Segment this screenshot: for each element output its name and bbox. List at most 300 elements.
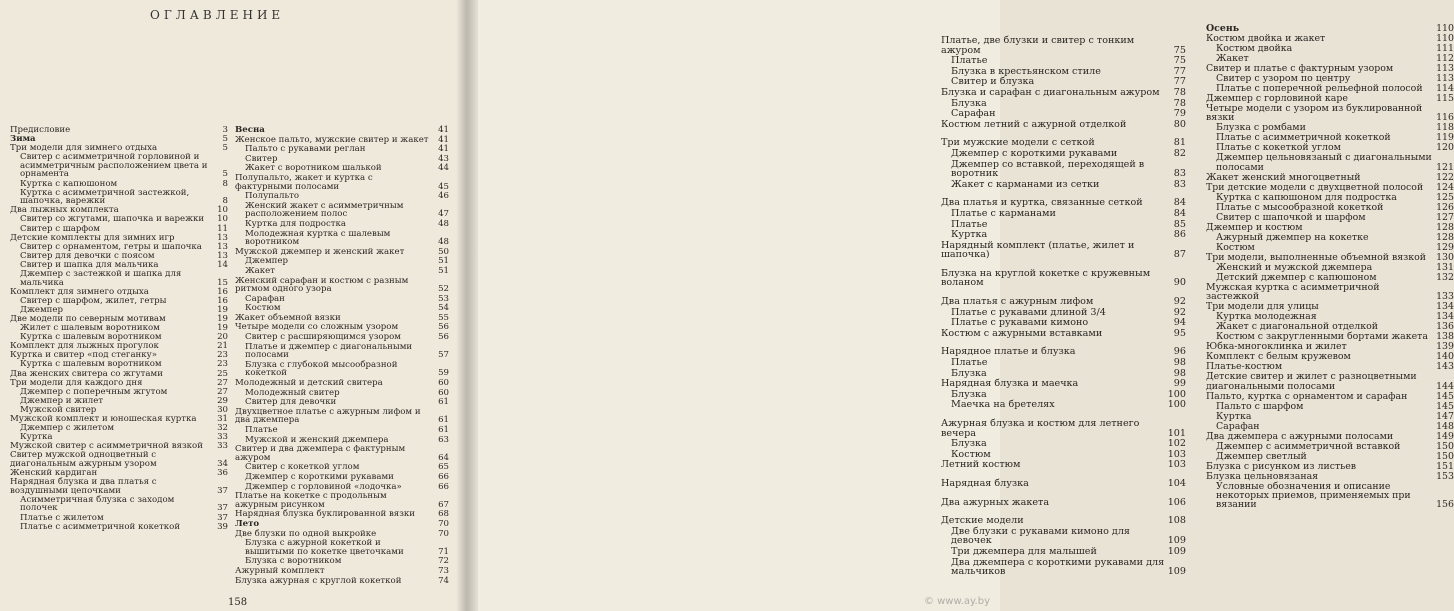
toc-entry	[941, 77, 1186, 87]
toc-entry-page: 5	[222, 134, 228, 145]
toc-column-right-1	[941, 36, 1186, 578]
toc-entry-page: 132	[1436, 271, 1454, 283]
toc-entry-page: 41	[438, 144, 449, 155]
toc-entry-title: Платье, две блузки и свитер с тонким ажуром	[941, 35, 1135, 56]
toc-entry	[1206, 193, 1454, 202]
toc-entry-title: Пальто с шарфом	[1216, 400, 1304, 412]
toc-entry	[235, 277, 449, 294]
toc-entry-title: Платье	[245, 425, 278, 435]
toc-entry-title: Женский кардиган	[10, 468, 98, 479]
toc-entry-page: 25	[217, 368, 228, 379]
toc-entry-title: Три модели для улицы	[1206, 301, 1319, 313]
toc-entry-page: 13	[217, 241, 228, 252]
toc-entry	[10, 360, 228, 369]
toc-entry-page: 29	[217, 395, 228, 406]
toc-entry-page: 148	[1436, 420, 1454, 432]
toc-entry-page: 140	[1436, 351, 1454, 363]
toc-entry	[941, 450, 1186, 460]
toc-entry-title: Детский джемпер с капюшоном	[1216, 271, 1377, 283]
toc-entry-title: Предисловие	[10, 125, 71, 135]
toc-entry	[235, 248, 449, 257]
toc-entry	[235, 257, 449, 266]
toc-entry	[1206, 203, 1454, 212]
toc-entry-title: Два джемпера с короткими рукавами для мальчиков	[951, 556, 1165, 578]
toc-entry-page: 96	[1173, 346, 1186, 358]
toc-entry-title: Два джемпера с ажурными полосами	[1206, 430, 1394, 442]
toc-column-left-2	[235, 126, 449, 586]
toc-entry-page: 114	[1436, 83, 1454, 94]
toc-entry	[941, 138, 1186, 148]
toc-entry-page: 92	[1173, 296, 1186, 308]
toc-entry-page: 8	[222, 196, 228, 207]
toc-entry-title: Два платья с ажурным лифом	[941, 296, 1094, 308]
toc-entry-page: 147	[1436, 410, 1454, 422]
toc-entry-title: Три детские модели с двухцветной полосой	[1206, 181, 1424, 193]
toc-entry-title: Сарафан	[245, 293, 285, 304]
toc-entry-title: Блузка с ромбами	[1216, 122, 1306, 134]
toc-entry-page: 50	[438, 246, 449, 257]
toc-entry-title: Нарядная блузка буклированной вязки	[235, 509, 415, 520]
toc-entry-page: 30	[217, 404, 228, 415]
toc-entry-title: Свитер с узором по центру	[1216, 73, 1351, 84]
toc-entry-page: 86	[1173, 229, 1186, 241]
toc-entry-page: 61	[438, 397, 449, 408]
toc-entry-page: 10	[217, 205, 228, 216]
toc-entry-title: Жакет с карманами из сетки	[951, 178, 1100, 190]
toc-entry	[235, 492, 449, 509]
toc-entry	[235, 389, 449, 398]
toc-entry-page: 71	[438, 546, 449, 557]
toc-entry-title: Блузка и сарафан с диагональным ажуром	[941, 86, 1160, 98]
toc-entry	[235, 398, 449, 407]
toc-entry	[941, 419, 1186, 438]
toc-entry-page: 112	[1436, 53, 1454, 64]
toc-entry-title: Осень	[1206, 23, 1240, 34]
toc-entry-page: 94	[1173, 317, 1186, 329]
toc-entry	[235, 202, 449, 219]
toc-entry-title: Детские свитер и жилет с разноцветными диагональными полосами	[1206, 371, 1417, 392]
right-page	[466, 0, 1454, 611]
toc-entry-page: 21	[217, 341, 228, 352]
toc-entry	[1206, 422, 1454, 431]
toc-entry-title: Три модели для зимнего отдыха	[10, 143, 158, 154]
toc-entry-page: 127	[1436, 211, 1454, 223]
toc-entry	[941, 120, 1186, 130]
toc-entry-title: Мужская куртка с асимметричной застежкой	[1206, 281, 1380, 303]
toc-entry	[1206, 342, 1454, 351]
toc-entry-title: Жакет объемной вязки	[235, 312, 341, 323]
toc-entry-title: Четыре модели с узором из буклированной вязки	[1206, 103, 1423, 124]
toc-entry-title: Куртка	[20, 432, 53, 443]
toc-entry-title: Свитер и два джемпера с фактурным ажуром	[235, 444, 406, 463]
toc-entry-page: 36	[217, 468, 228, 479]
toc-entry	[1206, 183, 1454, 192]
toc-entry	[1206, 253, 1454, 262]
toc-entry-page: 124	[1436, 181, 1454, 193]
toc-entry-page: 37	[217, 485, 228, 496]
toc-entry-page: 61	[438, 425, 449, 435]
toc-entry-page: 33	[217, 432, 228, 443]
toc-entry-page: 129	[1436, 241, 1454, 253]
toc-entry-page: 118	[1436, 122, 1454, 134]
toc-entry	[941, 220, 1186, 230]
toc-entry-title: Платье	[951, 357, 988, 369]
toc-entry-page: 138	[1436, 331, 1454, 343]
toc-entry-page: 39	[217, 521, 228, 532]
toc-entry-page: 75	[1173, 44, 1186, 56]
toc-entry-title: Куртка с капюшоном	[20, 178, 118, 189]
toc-entry-title: Платье с кокеткой углом	[1216, 142, 1341, 154]
toc-entry	[10, 451, 228, 468]
toc-entry	[941, 88, 1186, 98]
toc-entry-page: 68	[438, 509, 449, 520]
toc-entry	[235, 530, 449, 539]
toc-entry	[1206, 44, 1454, 53]
toc-entry	[235, 304, 449, 313]
toc-entry-title: Костюм с закругленными бортами жакета	[1216, 331, 1428, 343]
toc-entry-title: Костюм с ажурными вставками	[941, 327, 1103, 339]
toc-entry-page: 145	[1436, 400, 1454, 412]
toc-entry-page: 70	[438, 528, 449, 539]
watermark: © www.ay.by	[923, 596, 990, 607]
toc-entry	[941, 160, 1186, 179]
toc-entry-title: Нарядное платье и блузка	[941, 346, 1076, 358]
toc-entry-page: 56	[438, 332, 449, 343]
toc-entry-page: 111	[1436, 43, 1454, 54]
toc-entry-page: 48	[438, 218, 449, 229]
toc-entry-title: Свитер	[245, 153, 278, 164]
toc-entry-page: 72	[438, 556, 449, 567]
toc-entry-page: 43	[438, 153, 449, 164]
toc-entry-title: Блузка с ажурной кокеткой и вышитыми по кокетке цветочками	[245, 538, 404, 557]
toc-entry-title: Платье с поперечной рельефной полосой	[1216, 83, 1423, 94]
toc-entry	[235, 323, 449, 332]
toc-entry-title: Лето	[235, 518, 260, 529]
toc-entry-title: Платье и джемпер с диагональными полосами	[245, 341, 413, 361]
toc-entry-title: Свитер с шарфом	[20, 223, 100, 234]
toc-entry-title: Джемпер с горловиной «лодочка»	[245, 481, 402, 492]
toc-entry-page: 19	[217, 313, 228, 324]
toc-entry-title: Свитер со жгутами, шапочка и варежки	[20, 214, 205, 225]
toc-entry	[235, 557, 449, 566]
toc-entry-title: Куртка молодежная	[1216, 311, 1317, 323]
toc-entry-title: Куртка с асимметричной застежкой, шапочка, варежки	[20, 187, 190, 207]
toc-entry	[1206, 482, 1454, 510]
toc-entry	[1206, 372, 1454, 391]
toc-entry	[941, 99, 1186, 109]
toc-entry-title: Куртка	[1216, 410, 1252, 422]
toc-entry	[941, 516, 1186, 526]
toc-entry	[1206, 94, 1454, 103]
toc-entry-page: 84	[1173, 197, 1186, 209]
toc-entry-page: 5	[222, 143, 228, 154]
toc-entry	[10, 523, 228, 532]
toc-entry	[235, 174, 449, 191]
toc-entry	[1206, 84, 1454, 93]
toc-entry-title: Полупальто, жакет и куртка с фактурными полосами	[235, 172, 373, 192]
toc-entry	[941, 547, 1186, 557]
toc-entry	[10, 478, 228, 495]
toc-entry	[1206, 312, 1454, 321]
toc-entry-title: Детские модели	[941, 515, 1024, 527]
toc-entry	[235, 267, 449, 276]
toc-entry-page: 44	[438, 163, 449, 174]
toc-entry-title: Свитер и шапка для мальчика	[20, 259, 159, 270]
toc-entry-page: 84	[1173, 207, 1186, 219]
toc-entry-page: 51	[438, 265, 449, 276]
toc-entry	[941, 56, 1186, 66]
toc-entry-title: Свитер с асимметричной горловиной и асимметричным расположением цвета и орнамента	[20, 152, 208, 180]
toc-entry	[1206, 462, 1454, 471]
toc-entry-page: 95	[1173, 327, 1186, 339]
toc-entry-page: 77	[1173, 76, 1186, 88]
toc-entry-title: Зима	[10, 134, 36, 145]
toc-entry-page: 48	[438, 237, 449, 248]
toc-entry	[941, 36, 1186, 55]
toc-entry-title: Пальто, куртка с орнаментом и сарафан	[1206, 390, 1408, 402]
toc-entry-page: 98	[1173, 357, 1186, 369]
toc-entry-page: 87	[1173, 249, 1186, 261]
toc-entry-title: Нарядный комплект (платье, жилет и шапочка)	[941, 239, 1135, 261]
toc-entry	[1206, 213, 1454, 222]
toc-entry	[10, 288, 228, 297]
toc-entry-page: 100	[1167, 388, 1186, 400]
toc-entry-title: Ажурная блузка и костюм для летнего вечера	[941, 418, 1140, 439]
toc-entry-title: Джемпер с жилетом	[20, 423, 115, 434]
toc-entry-title: Блузка с воротником	[245, 556, 342, 567]
toc-entry-title: Условные обозначения и описание некоторых приемов, применяемых при вязании	[1216, 480, 1411, 511]
toc-entry	[941, 498, 1186, 508]
toc-entry-page: 14	[217, 259, 228, 270]
toc-entry	[941, 180, 1186, 190]
toc-entry	[941, 369, 1186, 379]
toc-column-left-1	[10, 126, 228, 532]
toc-entry	[10, 126, 228, 135]
toc-entry-title: Сарафан	[951, 108, 996, 120]
toc-entry	[10, 270, 228, 287]
toc-entry	[1206, 24, 1454, 33]
page-number-left: 158	[228, 597, 248, 608]
toc-entry-title: Женский и мужской джемпера	[1216, 261, 1373, 273]
toc-entry-title: Летний костюм	[941, 459, 1021, 471]
toc-entry-title: Куртка с шалевым воротником	[20, 332, 162, 343]
toc-entry-page: 8	[222, 178, 228, 189]
toc-entry	[1206, 173, 1454, 182]
toc-entry-page: 103	[1167, 448, 1186, 460]
toc-entry-page: 108	[1167, 515, 1186, 527]
toc-entry-title: Нарядная блузка	[941, 477, 1029, 489]
toc-entry	[941, 67, 1186, 77]
toc-entry-title: Блузка	[951, 97, 987, 109]
toc-entry-title: Блузка на круглой кокетке с кружевным воланом	[941, 267, 1151, 289]
toc-entry-page: 150	[1436, 450, 1454, 462]
toc-entry-page: 85	[1173, 218, 1186, 230]
toc-entry	[235, 361, 449, 378]
toc-entry	[235, 164, 449, 173]
toc-entry-page: 37	[217, 512, 228, 523]
toc-entry-page: 115	[1436, 93, 1454, 104]
toc-entry-title: Платье с карманами	[951, 207, 1056, 219]
toc-entry-page: 63	[438, 434, 449, 445]
toc-entry-page: 106	[1167, 496, 1186, 508]
toc-entry-title: Женский жакет с асимметричным расположением полос	[245, 200, 404, 220]
toc-entry-page: 27	[217, 377, 228, 388]
toc-entry-page: 82	[1173, 147, 1186, 159]
toc-entry-page: 27	[217, 386, 228, 397]
toc-entry	[235, 230, 449, 247]
toc-entry-page: 149	[1436, 430, 1454, 442]
toc-entry-title: Свитер мужской одноцветный с диагональным ажурным узором	[10, 450, 157, 469]
toc-column-right-2	[1206, 24, 1454, 510]
toc-entry-page: 109	[1167, 545, 1186, 557]
toc-entry-page: 156	[1436, 499, 1454, 511]
toc-entry-page: 145	[1436, 390, 1454, 402]
toc-entry	[1206, 352, 1454, 361]
toc-entry-title: Свитер и платье с фактурным узором	[1206, 63, 1394, 74]
toc-entry-title: Платье на кокетке с продольным ажурным рисунком	[235, 491, 387, 510]
toc-entry	[10, 234, 228, 243]
toc-entry-title: Куртка для подростка	[245, 218, 347, 229]
toc-entry	[235, 510, 449, 519]
toc-entry-page: 20	[217, 332, 228, 343]
toc-entry-page: 116	[1436, 112, 1454, 124]
toc-entry	[235, 145, 449, 154]
toc-entry-page: 136	[1436, 321, 1454, 333]
toc-entry-title: Блузка с рисунком из листьев	[1206, 460, 1357, 472]
toc-entry-page: 110	[1436, 33, 1454, 44]
toc-entry-title: Платье	[951, 55, 988, 67]
toc-entry-page: 31	[217, 414, 228, 424]
toc-entry-title: Свитер с кокеткой углом	[245, 462, 360, 473]
toc-entry	[941, 308, 1186, 318]
toc-entry	[1206, 133, 1454, 142]
toc-entry-title: Жакет женский многоцветный	[1206, 171, 1361, 183]
toc-entry-title: Полупальто	[245, 191, 300, 202]
toc-entry-page: 3	[222, 125, 228, 135]
toc-entry-page: 41	[438, 125, 449, 135]
toc-entry-page: 101	[1167, 427, 1186, 439]
toc-entry-title: Комплект для зимнего отдыха	[10, 286, 149, 297]
toc-entry-page: 102	[1167, 438, 1186, 450]
toc-entry-page: 74	[438, 575, 449, 586]
toc-entry	[235, 473, 449, 482]
toc-entry	[1206, 123, 1454, 132]
toc-entry-page: 110	[1436, 23, 1454, 34]
toc-entry	[10, 514, 228, 523]
toc-entry-title: Ажурный джемпер на кокетке	[1216, 231, 1369, 243]
toc-entry-title: Комплект для лыжных прогулок	[10, 341, 159, 352]
toc-entry	[941, 439, 1186, 449]
toc-entry-page: 151	[1436, 460, 1454, 472]
toc-entry	[235, 192, 449, 201]
toc-entry-page: 13	[217, 232, 228, 243]
toc-entry-page: 144	[1436, 380, 1454, 392]
toc-entry-page: 126	[1436, 201, 1454, 213]
toc-entry-title: Джемпер светлый	[1216, 450, 1307, 462]
toc-entry-title: Женский сарафан и костюм с разным ритмом одного узора	[235, 275, 409, 295]
toc-entry	[1206, 452, 1454, 461]
page-heading: ОГЛАВЛЕНИЕ	[150, 8, 285, 22]
toc-entry-page: 45	[438, 181, 449, 192]
toc-entry-page: 79	[1173, 108, 1186, 120]
toc-entry-title: Джемпер с короткими рукавами	[245, 471, 394, 482]
toc-entry-page: 83	[1173, 178, 1186, 190]
toc-entry-title: Джемпер с горловиной каре	[1206, 93, 1348, 104]
toc-entry-title: Джемпер и жилет	[20, 395, 104, 406]
toc-entry-title: Двухцветное платье с ажурным лифом и два джемпера	[235, 406, 421, 426]
toc-entry	[1206, 263, 1454, 272]
toc-entry-page: 119	[1436, 132, 1454, 144]
toc-entry-title: Джемпер с короткими рукавами	[951, 147, 1118, 159]
toc-entry-page: 75	[1173, 55, 1186, 67]
toc-entry-page: 41	[438, 134, 449, 145]
toc-entry-page: 34	[217, 458, 228, 469]
toc-entry-title: Молодежный и детский свитера	[235, 378, 383, 389]
toc-entry	[10, 153, 228, 179]
toc-entry-title: Свитер и блузка	[951, 76, 1035, 88]
toc-entry-page: 66	[438, 481, 449, 492]
toc-entry	[10, 225, 228, 234]
toc-entry-page: 56	[438, 322, 449, 333]
toc-entry-page: 92	[1173, 306, 1186, 318]
toc-entry-title: Две блузки по одной выкройке	[235, 528, 377, 539]
toc-entry-title: Платье с мысообразной кокеткой	[1216, 201, 1384, 213]
toc-entry-page: 109	[1167, 566, 1186, 578]
toc-entry	[235, 520, 449, 529]
toc-entry-title: Нарядная блузка и два платья с воздушными цепочками	[10, 477, 157, 496]
toc-entry	[235, 220, 449, 229]
toc-entry-page: 65	[438, 462, 449, 473]
toc-entry-page: 133	[1436, 291, 1454, 303]
toc-entry-page: 5	[222, 169, 228, 180]
toc-entry-title: Два ажурных жакета	[941, 496, 1050, 508]
toc-entry	[1206, 402, 1454, 411]
toc-entry	[1206, 34, 1454, 43]
toc-entry-page: 57	[438, 350, 449, 361]
toc-entry-page: 103	[1167, 459, 1186, 471]
toc-entry	[1206, 143, 1454, 152]
toc-entry-title: Костюм двойка и жакет	[1206, 33, 1326, 44]
toc-entry	[941, 347, 1186, 357]
toc-entry-title: Жакет	[1216, 53, 1249, 64]
toc-entry-title: Мужской комплект и юношеская куртка	[10, 414, 197, 424]
toc-entry-page: 128	[1436, 231, 1454, 243]
toc-entry-title: Джемпер с поперечным жгутом	[20, 386, 168, 397]
toc-entry-title: Два женских свитера со жгутами	[10, 368, 163, 379]
toc-entry-title: Два платья и куртка, связанные сеткой	[941, 197, 1143, 209]
toc-entry	[235, 333, 449, 342]
toc-entry-page: 32	[217, 423, 228, 434]
toc-entry	[1206, 322, 1454, 331]
toc-entry-title: Три модели для каждого дня	[10, 377, 143, 388]
toc-entry	[235, 539, 449, 556]
toc-entry	[1206, 223, 1454, 232]
toc-entry-title: Мужской свитер с асимметричной вязкой	[10, 441, 203, 452]
toc-entry	[1206, 332, 1454, 341]
toc-entry-page: 113	[1436, 63, 1454, 74]
toc-entry-page: 11	[217, 223, 228, 234]
toc-entry-page: 66	[438, 471, 449, 482]
toc-entry-title: Жилет с шалевым воротником	[20, 323, 160, 334]
toc-entry-page: 113	[1436, 73, 1454, 84]
toc-entry	[10, 496, 228, 513]
toc-entry-title: Две блузки с рукавами кимоно для девочек	[951, 525, 1130, 547]
toc-entry-page: 19	[217, 323, 228, 334]
toc-entry-page: 13	[217, 250, 228, 261]
toc-entry	[941, 198, 1186, 208]
toc-entry-page: 61	[438, 415, 449, 426]
toc-entry	[1206, 432, 1454, 441]
